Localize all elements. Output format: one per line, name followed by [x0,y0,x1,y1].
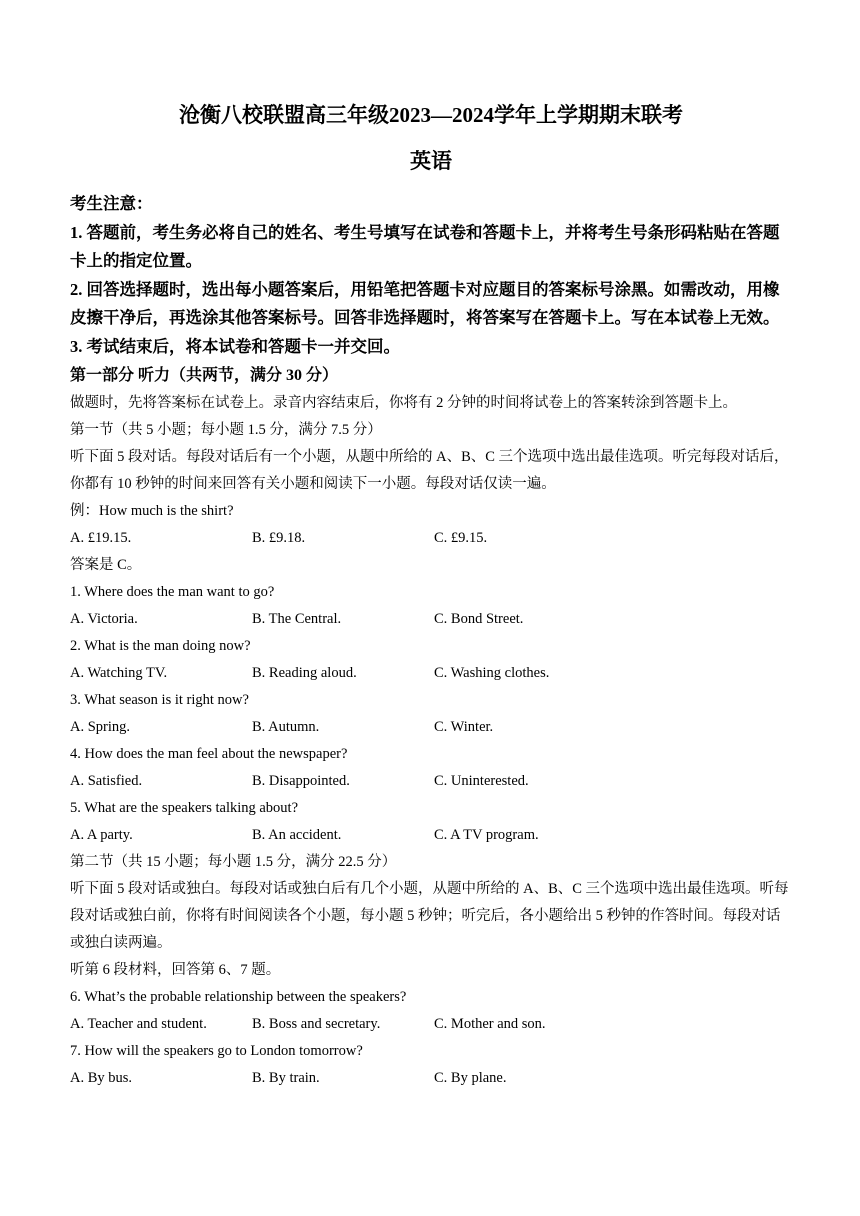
subject-title: 英语 [410,149,452,173]
option-a: A. Watching TV. [70,664,168,681]
question-options [70,768,792,795]
option-b: B. Reading aloud. [252,664,357,681]
option-a: A. Teacher and student. [70,1015,207,1032]
option-c: C. Mother and son. [434,1015,546,1032]
question-options [70,1011,792,1038]
section1-title: 第一节（共 5 小题；每小题 1.5 分，满分 7.5 分） [70,421,382,438]
question-options [70,822,792,849]
question-text: 1. Where does the man want to go? [70,583,275,600]
notice-item: 3. 考试结束后，将本试卷和答题卡一并交回。 [70,336,400,356]
option-c: C. Uninterested. [434,772,529,789]
example-answer: 答案是 C。 [70,556,142,573]
part1-title: 第一部分 听力（共两节，满分 30 分） [70,366,339,384]
option-c: C. By plane. [434,1069,507,1086]
question-text: 2. What is the man doing now? [70,637,251,654]
exam-page [70,100,792,1092]
question-text: 5. What are the speakers talking about? [70,799,299,816]
option-b: B. By train. [252,1069,320,1086]
option-c: C. Washing clothes. [434,664,550,681]
question-text: 4. How does the man feel about the newspaper? [70,745,348,762]
notice-block [70,190,792,362]
option-a: A. Victoria. [70,610,138,627]
notice-item: 2. 回答选择题时，选出每小题答案后，用铅笔把答题卡对应题目的答案标号涂黑。如需改动，用橡皮擦干净后，再选涂其他答案标号。回答非选择题时，将答案写在答题卡上。写在本试卷上无效。 [70,279,780,328]
notice-heading: 考生注意： [70,194,153,213]
option-b: B. Boss and secretary. [252,1015,381,1032]
option-b: B. The Central. [252,610,342,627]
exam-title: 沧衡八校联盟高三年级2023—2024学年上学期期末联考 [179,103,683,127]
option-c: C. A TV program. [434,826,539,843]
option-a: A. By bus. [70,1069,133,1086]
option-c: C. Winter. [434,718,494,735]
question-text: 7. How will the speakers go to London tomorrow? [70,1042,363,1059]
section2-instructions: 听下面 5 段对话或独白。每段对话或独白后有几个小题，从题中所给的 A、B、C 三个选项中选出最佳选项。听每段对话或独白前，你将有时间阅读各个小题，每小题 5 秒钟；听完后，各小题给出 5 秒钟的作答时间。每段对话或独白读两遍。 [70,880,789,951]
option-b: B. Autumn. [252,718,320,735]
question-options [70,714,792,741]
option-a: A. A party. [70,826,133,843]
example-question: 例：How much is the shirt? [70,502,234,519]
part1-intro: 做题时，先将答案标在试卷上。录音内容结束后，你将有 2 分钟的时间将试卷上的答案转涂到答题卡上。 [70,394,737,411]
option-a: A. £19.15. [70,529,132,546]
question-options [70,606,792,633]
notice-item: 1. 答题前，考生务必将自己的姓名、考生号填写在试卷和答题卡上，并将考生号条形码粘贴在答题卡上的指定位置。 [70,222,780,271]
option-b: B. Disappointed. [252,772,350,789]
question-text: 3. What season is it right now? [70,691,249,708]
section1-instructions: 听下面 5 段对话。每段对话后有一个小题，从题中所给的 A、B、C 三个选项中选出最佳选项。听完每段对话后，你都有 10 秒钟的时间来回答有关小题和阅读下一小题。每段对话仅读一遍。 [70,448,789,492]
question-text: 6. What’s the probable relationship between the speakers? [70,988,407,1005]
material-note: 听第 6 段材料，回答第 6、7 题。 [70,961,281,978]
option-c: C. Bond Street. [434,610,524,627]
section2-title: 第二节（共 15 小题；每小题 1.5 分，满分 22.5 分） [70,853,397,870]
option-c: C. £9.15. [434,529,488,546]
option-a: A. Satisfied. [70,772,143,789]
option-b: B. An accident. [252,826,342,843]
question-options [70,660,792,687]
option-b: B. £9.18. [252,529,306,546]
option-a: A. Spring. [70,718,131,735]
question-options [70,1065,792,1092]
example-options [70,525,792,552]
